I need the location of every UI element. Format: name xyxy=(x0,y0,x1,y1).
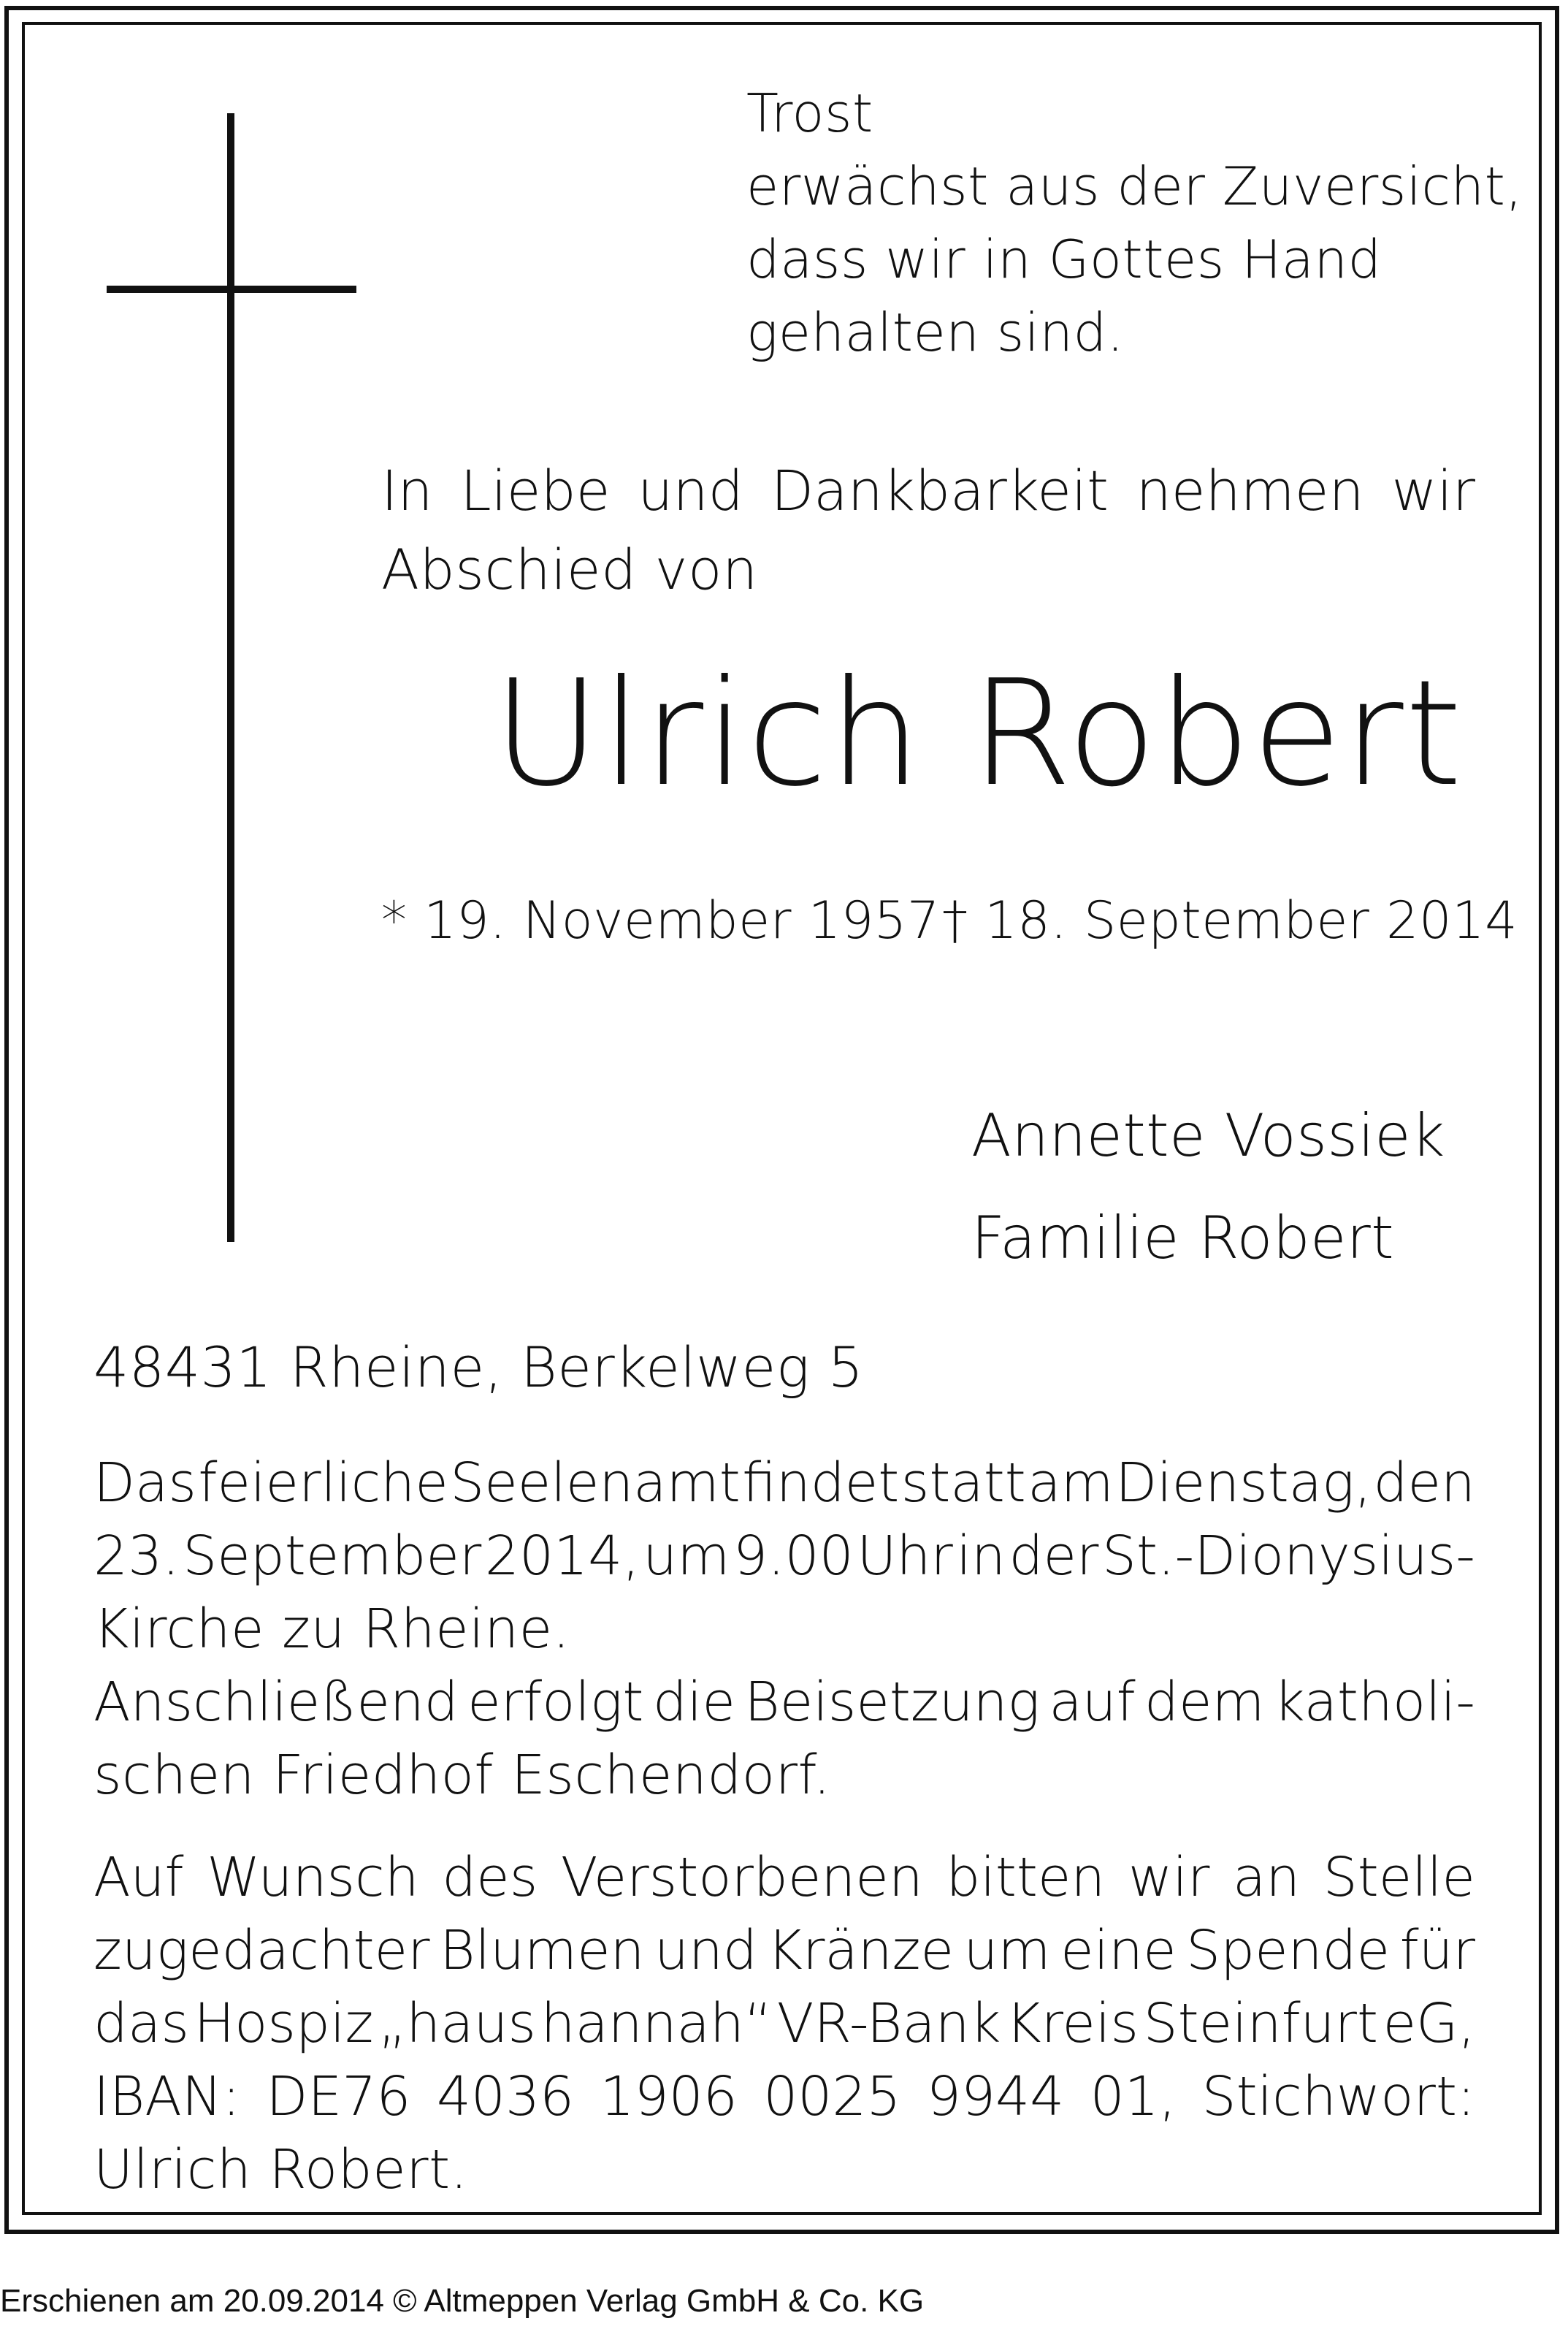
word: DE76 xyxy=(266,2065,411,2128)
motto-line-4: gehalten sind. xyxy=(746,302,1125,363)
word: Wunsch xyxy=(207,1846,419,1909)
word: auf xyxy=(1049,1671,1136,1734)
word: 1906 xyxy=(600,2065,738,2128)
word: den xyxy=(1373,1452,1475,1514)
word: nehmen xyxy=(1136,458,1364,523)
word: wir xyxy=(1128,1846,1210,1909)
word: katholi- xyxy=(1274,1671,1475,1734)
word: feierliche xyxy=(198,1452,448,1514)
word: Das xyxy=(93,1452,196,1514)
word: und xyxy=(638,458,743,523)
word: 23. xyxy=(93,1525,180,1587)
donation-line-3 xyxy=(93,1987,1475,2060)
address: 48431 Rheine, Berkelweg 5 xyxy=(93,1335,864,1400)
word: Uhr xyxy=(857,1525,953,1587)
donation-line-1 xyxy=(93,1841,1475,1914)
word: 9944 xyxy=(926,2065,1065,2128)
word: Stichwort: xyxy=(1201,2065,1475,2128)
service-line-2 xyxy=(93,1520,1475,1593)
donation-line-5: Ulrich Robert. xyxy=(93,2138,468,2201)
word: erfolgt xyxy=(467,1671,644,1734)
birth-date: * 19. November 1957 xyxy=(381,891,940,950)
word: St.-Dionysius- xyxy=(1102,1525,1475,1587)
word: 2014, xyxy=(484,1525,640,1587)
donation-line-2 xyxy=(93,1914,1475,1987)
word: für xyxy=(1399,1919,1475,1982)
cross-horizontal-bar xyxy=(107,286,356,293)
word: 4036 xyxy=(436,2065,575,2128)
word: Beisetzung xyxy=(744,1671,1040,1734)
word: September xyxy=(183,1525,482,1587)
cross-vertical-bar xyxy=(227,113,234,1242)
word: IBAN: xyxy=(93,2065,241,2128)
word: dem xyxy=(1144,1671,1265,1734)
word: wir xyxy=(1391,458,1475,523)
word: und xyxy=(654,1919,757,1982)
word: Hospiz xyxy=(194,1992,374,2055)
motto-line-2: erwächst aus der Zuversicht, xyxy=(746,156,1523,217)
word: das xyxy=(93,1992,189,2055)
word: Dankbarkeit xyxy=(770,458,1109,523)
word: Verstorbenen xyxy=(560,1846,923,1909)
word: Stelle xyxy=(1323,1846,1475,1909)
deceased-name: Ulrich Robert xyxy=(493,649,1464,819)
donation-line-4 xyxy=(93,2060,1475,2133)
word: Kreis xyxy=(1006,1992,1139,2055)
word: eG, xyxy=(1382,1992,1475,2055)
word: VR-Bank xyxy=(776,1992,1001,2055)
word: am xyxy=(1028,1452,1114,1514)
word: „haus xyxy=(378,1992,536,2055)
word: findet xyxy=(742,1452,900,1514)
word: an xyxy=(1232,1846,1301,1909)
word: Seelenamt xyxy=(450,1452,741,1514)
service-line-5: schen Friedhof Eschendorf. xyxy=(93,1744,831,1807)
mourner-2: Familie Robert xyxy=(971,1204,1395,1272)
word: der xyxy=(1009,1525,1099,1587)
word: um xyxy=(963,1919,1051,1982)
service-line-1 xyxy=(93,1446,1475,1520)
word: Liebe xyxy=(460,458,611,523)
word: hannah“ xyxy=(540,1992,773,2055)
word: Blumen xyxy=(440,1919,645,1982)
word: um xyxy=(643,1525,730,1587)
word: die xyxy=(652,1671,735,1734)
word: Auf xyxy=(93,1846,184,1909)
word: statt xyxy=(900,1452,1026,1514)
intro-line-1 xyxy=(381,451,1475,530)
motto-line-3: dass wir in Gottes Hand xyxy=(746,229,1382,290)
service-line-4 xyxy=(93,1666,1475,1739)
word: eine xyxy=(1060,1919,1177,1982)
word: in xyxy=(956,1525,1006,1587)
word: 01, xyxy=(1090,2065,1177,2128)
motto-line-1: Trost xyxy=(746,83,873,144)
word: Kränze xyxy=(767,1919,954,1982)
word: Steinfurt xyxy=(1143,1992,1378,2055)
publication-footer: Erschienen am 20.09.2014 © Altmeppen Verlag GmbH & Co. KG xyxy=(0,2283,925,2319)
intro-line-2: Abschied von xyxy=(381,537,758,602)
service-line-3: Kirche zu Rheine. xyxy=(93,1598,570,1661)
word: des xyxy=(442,1846,538,1909)
word: Dienstag, xyxy=(1115,1452,1372,1514)
word: Anschließend xyxy=(93,1671,459,1734)
word: bitten xyxy=(946,1846,1106,1909)
mourner-1: Annette Vossiek xyxy=(971,1102,1445,1170)
word: zugedachter xyxy=(93,1919,430,1982)
word: 9.00 xyxy=(733,1525,854,1587)
death-date: † 18. September 2014 xyxy=(942,891,1518,950)
word: Spende xyxy=(1186,1919,1391,1982)
word: In xyxy=(381,458,433,523)
word: 0025 xyxy=(763,2065,901,2128)
